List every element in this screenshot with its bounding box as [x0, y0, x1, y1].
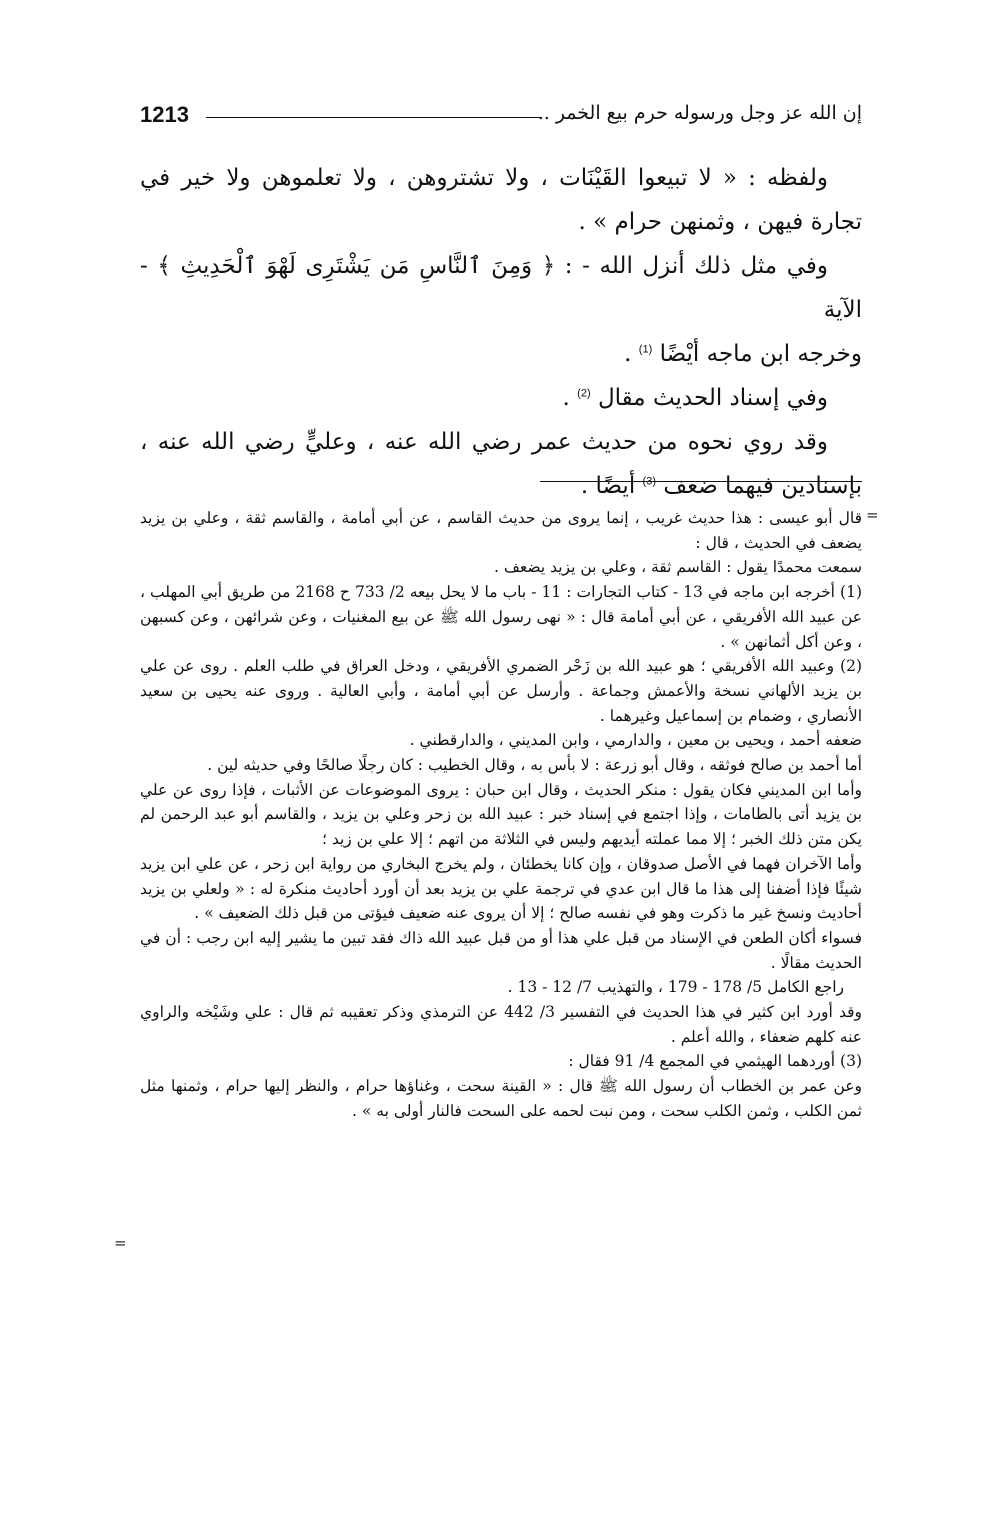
paragraph-4-text: وفي إسناد الحديث مقال [597, 385, 828, 411]
footnote-ref-2: (2) [577, 387, 591, 400]
paragraph-1: ولفظه : « لا تبيعوا القَيْنَات ، ولا تشتروهن ، ولا تعلموهن ولا خير في تجارة فيهن ، وثمنهن حرام » . [140, 165, 862, 235]
footnote-line: أما أحمد بن صالح فوثقه ، وقال أبو زرعة : لا بأس به ، وقال الخطيب : كان رجلًا صالحًا وفي حديثه لين . [207, 756, 862, 775]
footnote-line: وأما الآخران فهما في الأصل صدوقان ، وإن كانا يخطئان ، ولم يخرج البخاري من رواية ابن زحر ، عن علي ابن يزيد شيئًا فإذا أضفنا إلى هذا ما قال ابن عدي في ترجمة علي بن يزيد بعد أن أورد أحاديث منكرة له : « ولعلي بن يزيد أحاديث ونسخ غير ما ذكرت وهو في نفسه صالح ؛ إلا أن يروى عنه ضعيف فيؤتى من قبل ذلك الضعيف » . [140, 854, 862, 923]
footnote-line: قال أبو عيسى : هذا حديث غريب ، إنما يروى من حديث القاسم ، عن أبي أمامة ، والقاسم ثقة ، وعلي بن يزيد يضعف في الحديث ، قال : [140, 509, 862, 552]
paragraph-5-text: وقد روي نحوه من حديث عمر رضي الله عنه ، وعليٍّ رضي الله عنه ، بإسنادين فيهما ضعف [140, 429, 862, 499]
paragraph-5-end: أيضًا . [580, 473, 636, 499]
footnote-ref-1: (1) [638, 343, 653, 356]
paragraph-2-end: - الآية [140, 253, 862, 323]
paragraph-4: وفي إسناد الحديث مقال $^{(2)}$ . [562, 385, 828, 411]
footnote-line: راجع الكامل 5/ 178 - 179 ، والتهذيب 7/ 12 - 13 . [507, 978, 844, 997]
paragraph-3: وخرجه ابن ماجه أيْضًا $^{(1)}$ . [624, 341, 862, 367]
paragraph-5 [140, 420, 862, 508]
header-rule [206, 117, 542, 118]
paragraph-3-text: وخرجه ابن ماجه أيْضًا [659, 341, 862, 367]
paragraph-2-start: وفي مثل ذلك أنزل الله - : [564, 253, 828, 279]
main-text [140, 156, 862, 508]
footnote-separator [540, 481, 862, 482]
running-title: إن الله عز وجل ورسوله حرم بيع الخمر .. [537, 102, 862, 124]
footnote-2: (2) وعبيد الله الأفريقي ؛ هو عبيد الله بن زَحْر الضمري الأفريقي ، ودخل العراق في طلب العلم . روى عن علي بن يزيد الألهاني نسخة والأعمش وجماعة . وأرسل عن أبي أمامة ، وأبي العالية . وروى عنه يحيى بن سعيد الأنصاري ، وضمام بن إسماعيل وغيرهما . [140, 657, 862, 725]
continuation-mark-bottom: = [114, 1234, 127, 1252]
footnote-1: (1) أخرجه ابن ماجه في 13 - كتاب التجارات : 11 - باب ما لا يحل بيعه 2/ 733 ح 2168 من طريق أبي المهلب ، عن عبيد الله الأفريقي ، عن أبي أمامة قال : « نهى رسول الله ﷺ عن بيع المغنيات ، وعن شرائهن ، وعن كسبهن ، وعن أكل أثمانهن » . [140, 583, 862, 651]
footnotes [140, 506, 862, 1124]
footnote-line: ضعفه أحمد ، ويحيى بن معين ، والدارمي ، وابن المديني ، والدارقطني . [409, 731, 862, 750]
footnote-line: وعن عمر بن الخطاب أن رسول الله ﷺ قال : « القينة سحت ، وغناؤها حرام ، والنظر إليها حرام ، وثمنها مثل ثمن الكلب ، وثمن الكلب سحت ، ومن نبت لحمه على السحت فالنار أولى به » . [140, 1077, 862, 1120]
footnote-line: وقد أورد ابن كثير في هذا الحديث في التفسير 3/ 442 عن الترمذي وذكر تعقيبه ثم قال : علي وشَيْخه والراوي عنه كلهم ضعفاء ، والله أعلم . [140, 1003, 862, 1046]
footnote-3: (3) أوردهما الهيثمي في المجمع 4/ 91 فقال : [568, 1052, 862, 1071]
footnote-line: سمعت محمدًا يقول : القاسم ثقة ، وعلي بن يزيد يضعف . [494, 558, 862, 577]
footnote-line: وأما ابن المديني فكان يقول : منكر الحديث ، وقال ابن حبان : يروى الموضوعات عن الأثبات ، فإذا روى عن علي بن يزيد أتى بالطامات ، وإذا اجتمع في إسناد خبر : عبيد الله بن زحر وعلي بن يزيد ، والقاسم أبو عبد الرحمن لم يكن متن ذلك الخبر ؛ إلا مما عملته أيديهم وليس في الثلاثة من اتهم ؛ إلا علي بن زيد ؛ [140, 780, 862, 849]
footnote-ref-3: (3) [642, 475, 656, 488]
quran-verse: ﴿ وَمِنَ ٱلنَّاسِ مَن يَشْتَرِى لَهْوَ ٱلْحَدِيثِ ﴾ [157, 253, 556, 279]
page-number: 1213 [140, 102, 189, 127]
paragraph-2 [140, 244, 862, 332]
continuation-mark-top: = [866, 506, 879, 524]
footnote-line: فسواء أكان الطعن في الإسناد من قبل علي هذا أو من قبل عبيد الله ذاك فقد تبين ما يشير إليه ابن رجب : أن في الحديث مقالًا . [140, 928, 862, 972]
running-header [140, 100, 862, 140]
